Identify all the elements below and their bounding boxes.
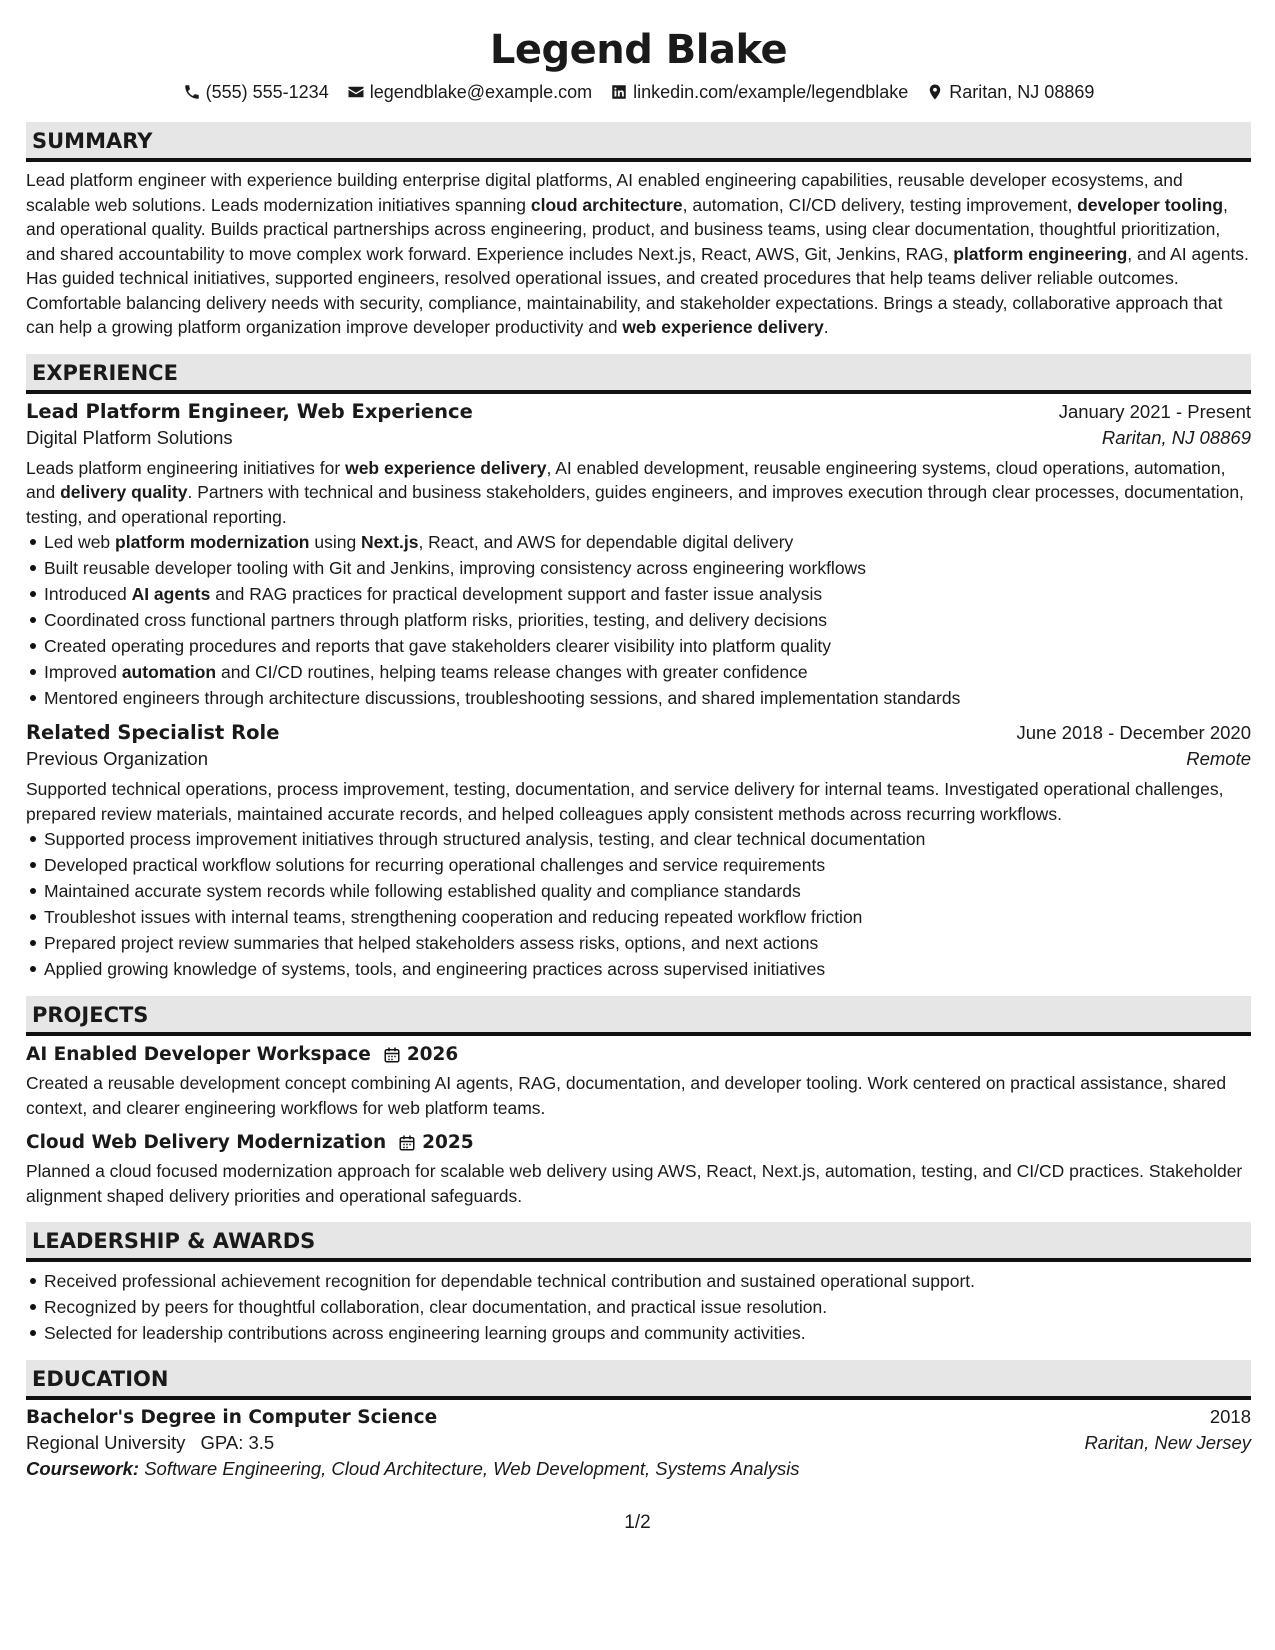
project-year (383, 1044, 459, 1065)
job-description: Leads platform engineering initiatives for web experience delivery, AI enabled development, reusable engineering systems, cloud operations, automation, and delivery quality. Partners with technical and business stakeholders, guides engineers, and improves execution through clear processes, documentation, testing, and operational reporting. (26, 457, 1244, 527)
graduation-year: 2018 (1209, 1406, 1251, 1427)
project-entry (26, 1132, 1251, 1208)
list-item: Maintained accurate system records while following established quality and compliance standards (44, 878, 1251, 904)
list-item: Applied growing knowledge of systems, tools, and engineering practices across supervised initiatives (44, 956, 1251, 982)
section-heading-projects: PROJECTS (26, 996, 1251, 1036)
candidate-name: Legend Blake (489, 27, 788, 73)
section-heading-experience: EXPERIENCE (26, 354, 1251, 394)
section-heading-leadership: LEADERSHIP & AWARDS (26, 1222, 1251, 1262)
job-location: Remote (1186, 748, 1251, 769)
gpa: GPA: 3.5 (200, 1432, 275, 1453)
section-heading-summary: SUMMARY (26, 122, 1251, 162)
phone-icon (183, 83, 201, 101)
project-title: AI Enabled Developer Workspace (26, 1044, 371, 1065)
job-organization: Previous Organization (26, 748, 209, 769)
list-item: Coordinated cross functional partners through platform risks, priorities, testing, and delivery decisions (44, 607, 1251, 633)
list-item: Supported process improvement initiatives through structured analysis, testing, and clear technical documentation (44, 826, 1251, 852)
project-title: Cloud Web Delivery Modernization (26, 1132, 387, 1153)
job-entry (26, 400, 1251, 712)
list-item: Troubleshot issues with internal teams, strengthening cooperation and reducing repeated workflow friction (44, 904, 1251, 930)
coursework-label: Coursework: (26, 1458, 140, 1479)
leadership-bullets (26, 1268, 1251, 1346)
school-line (26, 1432, 274, 1454)
list-item: Prepared project review summaries that helped stakeholders assess risks, options, and next actions (44, 930, 1251, 956)
job-description: Supported technical operations, process improvement, testing, documentation, and service delivery for internal teams. Investigated operational challenges, prepared review materials, maintained accurate records, and helped colleagues apply consistent methods across recurring workflows. (26, 779, 1224, 824)
job-title: Related Specialist Role (26, 721, 280, 744)
project-description: Planned a cloud focused modernization approach for scalable web delivery using AWS, React, Next.js, automation, testing, and CI/CD practices. Stakeholder alignment shaped delivery priorities and operational safeguards. (26, 1161, 1243, 1206)
email-link[interactable]: legendblake@example.com (369, 81, 593, 102)
list-item: Built reusable developer tooling with Git and Jenkins, improving consistency across engineering workflows (44, 555, 1251, 581)
school-name: Regional University (26, 1432, 186, 1453)
project-year-text: 2026 (406, 1044, 459, 1065)
envelope-icon (347, 83, 365, 101)
contact-phone (183, 82, 329, 103)
contact-linkedin[interactable] (610, 82, 908, 103)
project-year (398, 1132, 474, 1153)
list-item: Introduced AI agents and RAG practices for practical development support and faster issue analysis (44, 581, 1251, 607)
project-year-text: 2025 (422, 1132, 474, 1153)
list-item: Developed practical workflow solutions for recurring operational challenges and service requirements (44, 852, 1251, 878)
job-dates: January 2021 - Present (1058, 400, 1251, 422)
linkedin-link[interactable]: linkedin.com/example/legendblake (633, 81, 909, 102)
list-item: Recognized by peers for thoughtful collaboration, clear documentation, and practical issue resolution. (44, 1294, 1251, 1320)
contact-location (926, 82, 1094, 103)
project-entry (26, 1044, 1251, 1120)
list-item: Led web platform modernization using Next.js, React, and AWS for dependable digital delivery (44, 529, 1251, 555)
contact-email[interactable] (347, 82, 592, 103)
section-heading-education: EDUCATION (26, 1360, 1251, 1400)
degree-title: Bachelor's Degree in Computer Science (26, 1407, 438, 1428)
job-dates: June 2018 - December 2020 (1016, 722, 1251, 743)
phone-text: (555) 555-1234 (205, 81, 329, 102)
job-organization: Digital Platform Solutions (26, 426, 233, 448)
school-location: Raritan, New Jersey (1084, 1432, 1251, 1453)
list-item: Created operating procedures and reports that gave stakeholders clearer visibility into platform quality (44, 633, 1251, 659)
location-text: Raritan, NJ 08869 (949, 81, 1095, 102)
map-marker-icon (926, 83, 944, 101)
linkedin-icon (610, 83, 628, 101)
job-bullets (26, 529, 1251, 711)
job-location: Raritan, NJ 08869 (1101, 426, 1251, 448)
coursework-list: Software Engineering, Cloud Architecture, Web Development, Systems Analysis (144, 1458, 800, 1479)
summary-text: Lead platform engineer with experience building enterprise digital platforms, AI enabled engineering capabilities, reusable developer ecosystems, and scalable web solutions. Leads modernization initiatives spanning cloud architecture, automation, CI/CD delivery, testing improvement, developer tooling, and operational quality. Builds practical partnerships across engineering, product, and business teams, using clear documentation, thoughtful prioritization, and shared accountability to move complex work forward. Experience includes Next.js, React, AWS, Git, Jenkins, RAG, platform engineering, and AI agents. Has guided technical initiatives, supported engineers, resolved operational issues, and created procedures that help teams deliver reliable outcomes. Comfortable balancing delivery needs with security, compliance, maintainability, and stakeholder expectations. Brings a steady, collaborative approach that can help a growing platform organization improve developer productivity and web experience delivery. (26, 170, 1249, 337)
list-item: Mentored engineers through architecture discussions, troubleshooting sessions, and shared implementation standards (44, 685, 1251, 711)
resume-page (26, 0, 1251, 1480)
calendar-icon (383, 1046, 401, 1064)
coursework-line (26, 1458, 1251, 1480)
calendar-icon (398, 1134, 416, 1152)
list-item: Received professional achievement recognition for dependable technical contribution and sustained operational support. (44, 1268, 1251, 1294)
job-bullets (26, 826, 1251, 982)
contact-bar (26, 80, 1251, 104)
list-item: Improved automation and CI/CD routines, helping teams release changes with greater confidence (44, 659, 1251, 685)
job-entry (26, 721, 1251, 982)
job-title: Lead Platform Engineer, Web Experience (26, 399, 473, 423)
page-number: 1/2 (624, 1512, 651, 1533)
list-item: Selected for leadership contributions across engineering learning groups and community activities. (44, 1320, 1251, 1346)
education-entry (26, 1406, 1251, 1480)
project-description: Created a reusable development concept combining AI agents, RAG, documentation, and developer tooling. Work centered on practical assistance, shared context, and clearer engineering workflows for web platform teams. (26, 1073, 1227, 1118)
